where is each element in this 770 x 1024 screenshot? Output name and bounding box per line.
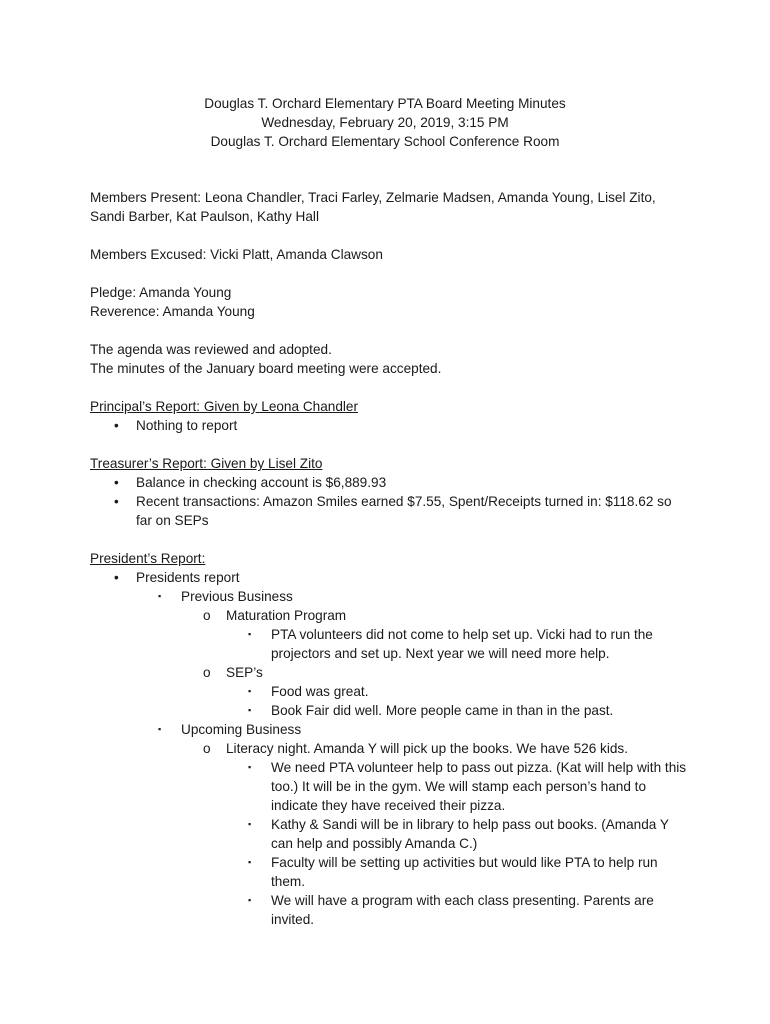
members-present-line2: Sandi Barber, Kat Paulson, Kathy Hall <box>90 209 319 224</box>
square-marker: ▪ <box>248 705 252 715</box>
bullet-marker: • <box>114 570 119 585</box>
list-item <box>90 739 690 758</box>
list-item <box>90 492 690 530</box>
list-item-text: Presidents report <box>136 570 240 585</box>
principal-report-title: Principal’s Report: Given by Leona Chandler <box>90 399 358 414</box>
list-item-text: Faculty will be setting up activities but would like PTA to help run them. <box>271 855 658 889</box>
principal-report <box>90 397 690 435</box>
minutes-text: The minutes of the January board meeting were accepted. <box>90 361 442 376</box>
president-report-title: President’s Report: <box>90 551 206 566</box>
square-marker: ▪ <box>248 686 252 696</box>
list-item-text: Balance in checking account is $6,889.93 <box>136 475 387 490</box>
list-item-text: Previous Business <box>181 589 293 604</box>
president-report <box>90 549 690 929</box>
list-item <box>90 473 690 492</box>
list-item <box>90 416 690 435</box>
list-item-text: Food was great. <box>271 684 369 699</box>
list-item-text: We will have a program with each class presenting. Parents are invited. <box>271 893 654 927</box>
bullet-marker: • <box>114 494 119 509</box>
document-header <box>0 94 770 151</box>
treasurer-report-title: Treasurer’s Report: Given by Lisel Zito <box>90 456 323 471</box>
list-item <box>90 625 690 663</box>
square-marker: ▪ <box>158 591 162 601</box>
bullet-marker: • <box>114 475 119 490</box>
document-body <box>90 188 690 948</box>
square-marker: ▪ <box>248 762 252 772</box>
reverence-text: Reverence: Amanda Young <box>90 304 255 319</box>
list-item-text: Kathy & Sandi will be in library to help pass out books. (Amanda Y can help and possibly Amanda C.) <box>271 817 669 851</box>
list-item <box>90 682 690 701</box>
list-item <box>90 891 690 929</box>
members-present-line1: Members Present: Leona Chandler, Traci Farley, Zelmarie Madsen, Amanda Young, Lisel Zito, <box>90 190 656 205</box>
list-item-text: Book Fair did well. More people came in than in the past. <box>271 703 614 718</box>
list-item-text: PTA volunteers did not come to help set up. Vicki had to run the projectors and set up. Next year we will need more help. <box>271 627 653 661</box>
circle-marker: o <box>203 665 211 680</box>
circle-marker: o <box>203 741 211 756</box>
bullet-marker: • <box>114 418 119 433</box>
agenda-text: The agenda was reviewed and adopted. <box>90 342 332 357</box>
list-item <box>90 663 690 682</box>
list-item <box>90 606 690 625</box>
treasurer-report-list <box>90 473 690 530</box>
treasurer-report <box>90 454 690 530</box>
square-marker: ▪ <box>248 629 252 639</box>
agenda-minutes <box>90 340 690 378</box>
president-report-list <box>90 568 690 929</box>
meeting-location: Douglas T. Orchard Elementary School Conference Room <box>210 134 560 149</box>
members-excused-text: Members Excused: Vicki Platt, Amanda Clawson <box>90 247 383 262</box>
meeting-title: Douglas T. Orchard Elementary PTA Board Meeting Minutes <box>204 96 566 111</box>
list-item <box>90 720 690 739</box>
pledge-text: Pledge: Amanda Young <box>90 285 232 300</box>
square-marker: ▪ <box>158 724 162 734</box>
list-item <box>90 587 690 606</box>
square-marker: ▪ <box>248 857 252 867</box>
opening <box>90 283 690 321</box>
members-excused <box>90 245 690 264</box>
list-item-text: Literacy night. Amanda Y will pick up the books. We have 526 kids. <box>226 741 629 756</box>
members-present <box>90 188 690 226</box>
list-item-text: Upcoming Business <box>181 722 302 737</box>
circle-marker: o <box>203 608 211 623</box>
list-item-text: Maturation Program <box>226 608 347 623</box>
meeting-date: Wednesday, February 20, 2019, 3:15 PM <box>261 115 509 130</box>
square-marker: ▪ <box>248 819 252 829</box>
list-item-text: Recent transactions: Amazon Smiles earned $7.55, Spent/Receipts turned in: $118.62 so far on SEPs <box>136 494 672 528</box>
principal-report-list <box>90 416 690 435</box>
list-item <box>90 758 690 815</box>
square-marker: ▪ <box>248 895 252 905</box>
list-item <box>90 701 690 720</box>
list-item <box>90 815 690 853</box>
list-item <box>90 853 690 891</box>
list-item-text: SEP’s <box>226 665 263 680</box>
list-item-text: Nothing to report <box>136 418 238 433</box>
list-item-text: We need PTA volunteer help to pass out pizza. (Kat will help with this too.) It will be in the gym. We will stamp each person’s hand to indicate they have received their pizza. <box>271 760 687 813</box>
list-item <box>90 568 690 587</box>
